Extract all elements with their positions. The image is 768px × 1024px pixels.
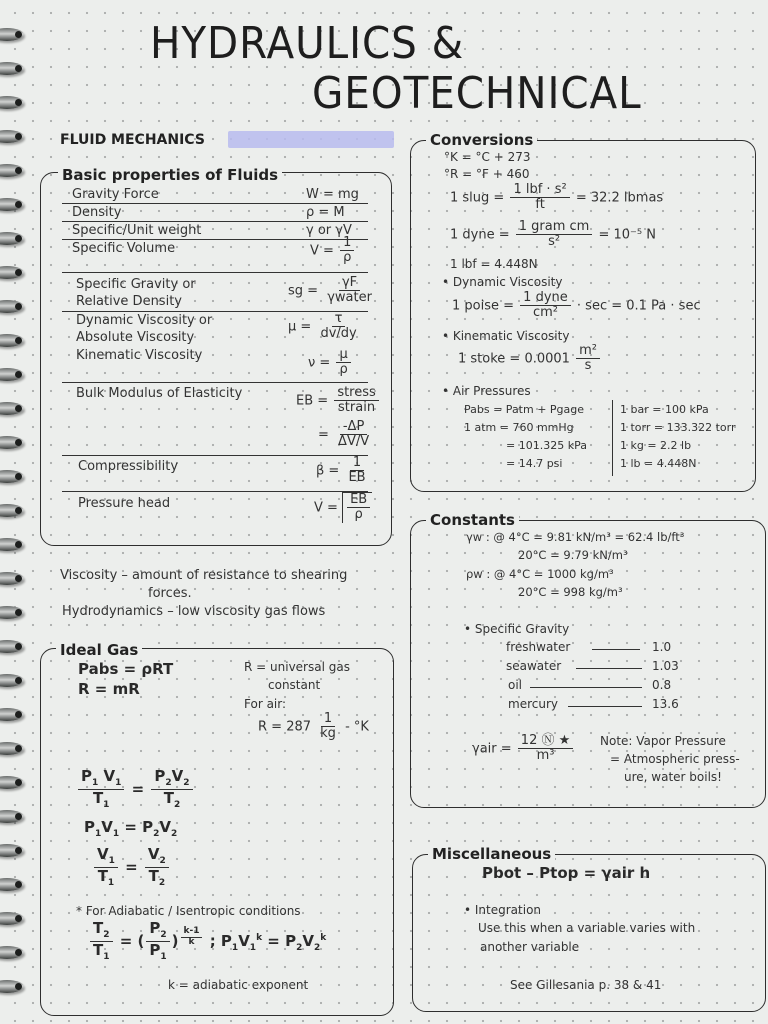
fraction: [324, 276, 375, 306]
fraction: [347, 493, 370, 523]
prop-formula: [288, 312, 362, 342]
prop-name: Gravity Force: [72, 187, 159, 202]
conv-dyne: [450, 220, 656, 250]
sg-leader: [568, 706, 642, 707]
binding-ring: [0, 708, 24, 721]
ideal-gas-eq1: Pabs = ρRT: [78, 660, 174, 678]
r-unit-tail: - °K: [345, 719, 369, 735]
for-air-label: For air:: [244, 697, 287, 711]
formula-lhs: =: [318, 427, 329, 443]
denominator: ρ: [343, 250, 352, 266]
numerator: EB: [347, 493, 370, 508]
combined-gas-law: $\frac{P_1 V_1}{T_1}$ = $\frac{P_2V_2}{T_2}$: [76, 768, 195, 811]
binding-ring: [0, 28, 24, 41]
poise-lhs: 1 poise =: [452, 298, 515, 314]
numerator: m²: [576, 344, 600, 359]
conversions-heading: Conversions: [426, 131, 537, 149]
charles-law: $\frac{V_1}{T_1}$ = $\frac{V_2}{T_2}$: [92, 846, 171, 889]
poise-rhs: · sec = 0.1 Pa · sec: [576, 298, 701, 314]
boyles-law: $P_1V_1 = P_2V_2$: [84, 818, 178, 839]
page-title-line2: GEOTECHNICAL: [312, 68, 642, 119]
conv-poise: [452, 291, 701, 321]
denominator: γwater: [327, 290, 372, 306]
conv-stoke: [458, 344, 602, 374]
binding-ring: [0, 606, 24, 619]
prop-name: Compressibility: [78, 459, 179, 474]
binding-ring: [0, 946, 24, 959]
specific-gravity-label: • Specific Gravity: [464, 622, 570, 636]
r-value: [258, 712, 369, 742]
numerator: μ: [336, 348, 350, 363]
prop-formula: [310, 236, 356, 266]
integration-note-2: another variable: [480, 940, 580, 954]
binding-ring: [0, 980, 24, 993]
binding-ring: [0, 130, 24, 143]
binding-ring: [0, 334, 24, 347]
unit-weight-water-20c: 20°C = 9.79 kN/m³: [518, 548, 628, 562]
fraction: [345, 456, 368, 486]
binding-ring: [0, 368, 24, 381]
sg-name: seawater: [506, 659, 562, 673]
viscosity-note: Viscosity – amount of resistance to shearing: [60, 568, 348, 583]
numerator: γF: [339, 276, 360, 291]
gamma-air: [472, 734, 575, 764]
fraction: [340, 236, 354, 266]
binding-ring: [0, 776, 24, 789]
prop-name-2: Relative Density: [76, 294, 182, 309]
prop-formula-alt: [318, 420, 374, 450]
binding-ring: [0, 878, 24, 891]
numerator: 1: [350, 456, 364, 471]
fraction: [317, 712, 339, 742]
highlight-bar: [228, 131, 394, 148]
conv-lbf: 1 lbf = 4.448N: [450, 257, 538, 271]
row-rule: [62, 272, 368, 273]
denominator: s²: [548, 234, 561, 250]
sg-name: oil: [508, 678, 523, 692]
atm-2: = 101.325 kPa: [506, 439, 587, 452]
binding-ring: [0, 96, 24, 109]
binding-ring: [0, 266, 24, 279]
air-pressures-label: • Air Pressures: [442, 384, 531, 398]
sg-value: 1.0: [652, 640, 672, 654]
binding-ring: [0, 198, 24, 211]
integration-note: Use this when a variable varies with: [478, 921, 696, 935]
sg-leader: [592, 649, 640, 650]
binding-ring: [0, 470, 24, 483]
denominator: strain: [338, 400, 376, 416]
prop-formula: [288, 276, 377, 306]
sg-name: mercury: [508, 697, 558, 711]
r-note-cont: constant: [268, 678, 321, 692]
lb-conv: 1 lb = 4.448N: [620, 457, 697, 470]
row-rule: [62, 382, 368, 383]
prop-name: Density: [72, 205, 122, 220]
k-note: k = adiabatic exponent: [168, 978, 309, 992]
numerator: 1: [321, 712, 335, 727]
torr-conv: 1 torr = 133.322 torr: [620, 421, 736, 434]
numerator: 1: [340, 236, 354, 251]
sg-leader: [530, 687, 642, 688]
adiabatic-note: * For Adiabatic / Isentropic conditions: [76, 904, 301, 918]
unit-weight-water-4c: γw : @ 4°C = 9.81 kN/m³ = 62.4 lb/ft³: [466, 530, 685, 544]
denominator: ft: [535, 197, 545, 213]
numerator: -ΔP: [340, 420, 367, 435]
prop-name: Specific Gravity or: [76, 277, 196, 292]
fraction: [334, 386, 378, 416]
bar-conv: 1 bar = 100 kPa: [620, 403, 709, 416]
conv-slug: [450, 183, 663, 213]
denominator: kg: [320, 726, 336, 742]
viscosity-note-cont: forces.: [148, 586, 192, 601]
sg-leader: [576, 668, 642, 669]
numerator: 12 Ⓝ ★: [518, 734, 573, 749]
numerator: τ: [332, 312, 346, 327]
binding-ring: [0, 164, 24, 177]
density-water-20c: 20°C = 998 kg/m³: [518, 585, 623, 599]
slug-lhs: 1 slug =: [450, 190, 505, 206]
denominator: EB: [348, 470, 366, 486]
formula-lhs: ν =: [308, 355, 331, 371]
prop-name: Dynamic Viscosity or: [76, 313, 213, 328]
denominator: s: [584, 358, 592, 374]
binding-ring: [0, 62, 24, 75]
row-rule: [62, 203, 368, 204]
conv-kelvin: °K = °C + 273: [444, 150, 531, 164]
ideal-gas-heading: Ideal Gas: [56, 641, 142, 659]
dyne-rhs: = 10⁻⁵ N: [598, 227, 656, 243]
formula-lhs: EB =: [296, 393, 329, 409]
denominator: dv/dy: [320, 326, 357, 342]
formula-lhs: V =: [314, 500, 338, 516]
numerator: 1 dyne: [520, 291, 571, 306]
binding-ring: [0, 572, 24, 585]
denominator: m³: [536, 748, 555, 764]
formula-lhs: μ =: [288, 319, 312, 335]
binding-ring: [0, 640, 24, 653]
binding-ring: [0, 912, 24, 925]
binding-ring: [0, 844, 24, 857]
stoke-lhs: 1 stoke = 0.0001: [458, 351, 570, 367]
prop-formula: [308, 348, 353, 378]
sqrt-symbol: [342, 492, 372, 523]
hydrodynamics-note: Hydrodynamics – low viscosity gas flows: [62, 604, 326, 619]
basic-properties-heading: Basic properties of Fluids: [58, 166, 282, 184]
fraction: [317, 312, 359, 342]
binding-ring: [0, 504, 24, 517]
binding-ring: [0, 742, 24, 755]
prop-formula: ρ = M: [306, 205, 345, 220]
reference-note: See Gillesania p. 38 & 41: [510, 978, 662, 992]
sg-value: 0.8: [652, 678, 672, 692]
ideal-gas-eq2: R = mR: [78, 680, 140, 698]
fraction: [336, 348, 350, 378]
kg-conv: 1 kg = 2.2 lb: [620, 439, 692, 452]
dynamic-viscosity-label: • Dynamic Viscosity: [442, 275, 563, 289]
kinematic-viscosity-label: • Kinematic Viscosity: [442, 329, 570, 343]
r-note: R = universal gas: [244, 660, 350, 674]
sg-value: 1.03: [652, 659, 679, 673]
prop-name: Bulk Modulus of Elasticity: [76, 386, 243, 401]
sg-name: freshwater: [506, 640, 571, 654]
denominator: ΔV/V: [338, 434, 370, 450]
denominator: ρ: [339, 362, 348, 378]
denominator: ρ: [354, 507, 363, 523]
divider: [612, 400, 613, 476]
formula-lhs: sg =: [288, 283, 319, 299]
conv-rankine: °R = °F + 460: [444, 167, 530, 181]
page-title-line1: HYDRAULICS &: [150, 18, 465, 69]
misc-heading: Miscellaneous: [428, 845, 555, 863]
fraction: [335, 420, 372, 450]
sg-value: 13.6: [652, 697, 679, 711]
spiral-binding: [0, 0, 34, 1024]
prop-name: Specific/Unit weight: [72, 223, 202, 238]
slug-rhs: = 32.2 lbmas: [575, 190, 664, 206]
prop-formula: γ or γV: [306, 223, 352, 238]
binding-ring: [0, 538, 24, 551]
vapor-note-3: ure, water boils!: [624, 770, 722, 784]
numerator: 1 lbf · s²: [510, 183, 569, 198]
prop-formula: W = mg: [306, 187, 359, 202]
pressure-difference-eq: Pbot – Ptop = γair h: [482, 864, 651, 882]
formula-lhs: β =: [316, 463, 340, 479]
numerator: 1 gram cm: [516, 220, 593, 235]
binding-ring: [0, 232, 24, 245]
prop-name: Kinematic Viscosity: [76, 348, 203, 363]
section-fluid-mechanics: FLUID MECHANICS: [60, 132, 205, 148]
pabs-eq: Pabs = Patm + Pgage: [464, 403, 585, 416]
binding-ring: [0, 436, 24, 449]
atm-1: 1 atm = 760 mmHg: [464, 421, 574, 434]
binding-ring: [0, 810, 24, 823]
denominator: cm²: [532, 305, 558, 321]
numerator: stress: [334, 386, 378, 401]
formula-lhs: V =: [310, 243, 334, 259]
binding-ring: [0, 300, 24, 313]
constants-heading: Constants: [426, 511, 519, 529]
adiabatic-eq: $\frac{T_2}{T_1}$ = ( $\frac{P_2}{P_1}$ ) $^{\frac{k-1}{k}}$ ; $P_1V_1^k = P_2V_2^k$: [88, 920, 326, 963]
dyne-lhs: 1 dyne =: [450, 227, 510, 243]
prop-formula: [296, 386, 381, 416]
gamma-air-lhs: γair =: [472, 741, 512, 757]
prop-formula: [316, 456, 371, 486]
r-value-text: R = 287: [258, 719, 312, 735]
vapor-note: Note: Vapor Pressure: [600, 734, 726, 748]
binding-ring: [0, 674, 24, 687]
integration-label: • Integration: [464, 903, 542, 917]
prop-formula: [314, 492, 372, 523]
atm-3: = 14.7 psi: [506, 457, 563, 470]
prop-name: Specific Volume: [72, 241, 176, 256]
vapor-note-2: = Atmospheric press-: [610, 752, 740, 766]
prop-name: Pressure head: [78, 496, 171, 511]
density-water-4c: ρw : @ 4°C = 1000 kg/m³: [466, 567, 614, 581]
binding-ring: [0, 402, 24, 415]
row-rule: [62, 221, 368, 222]
prop-name-2: Absolute Viscosity: [76, 330, 195, 345]
